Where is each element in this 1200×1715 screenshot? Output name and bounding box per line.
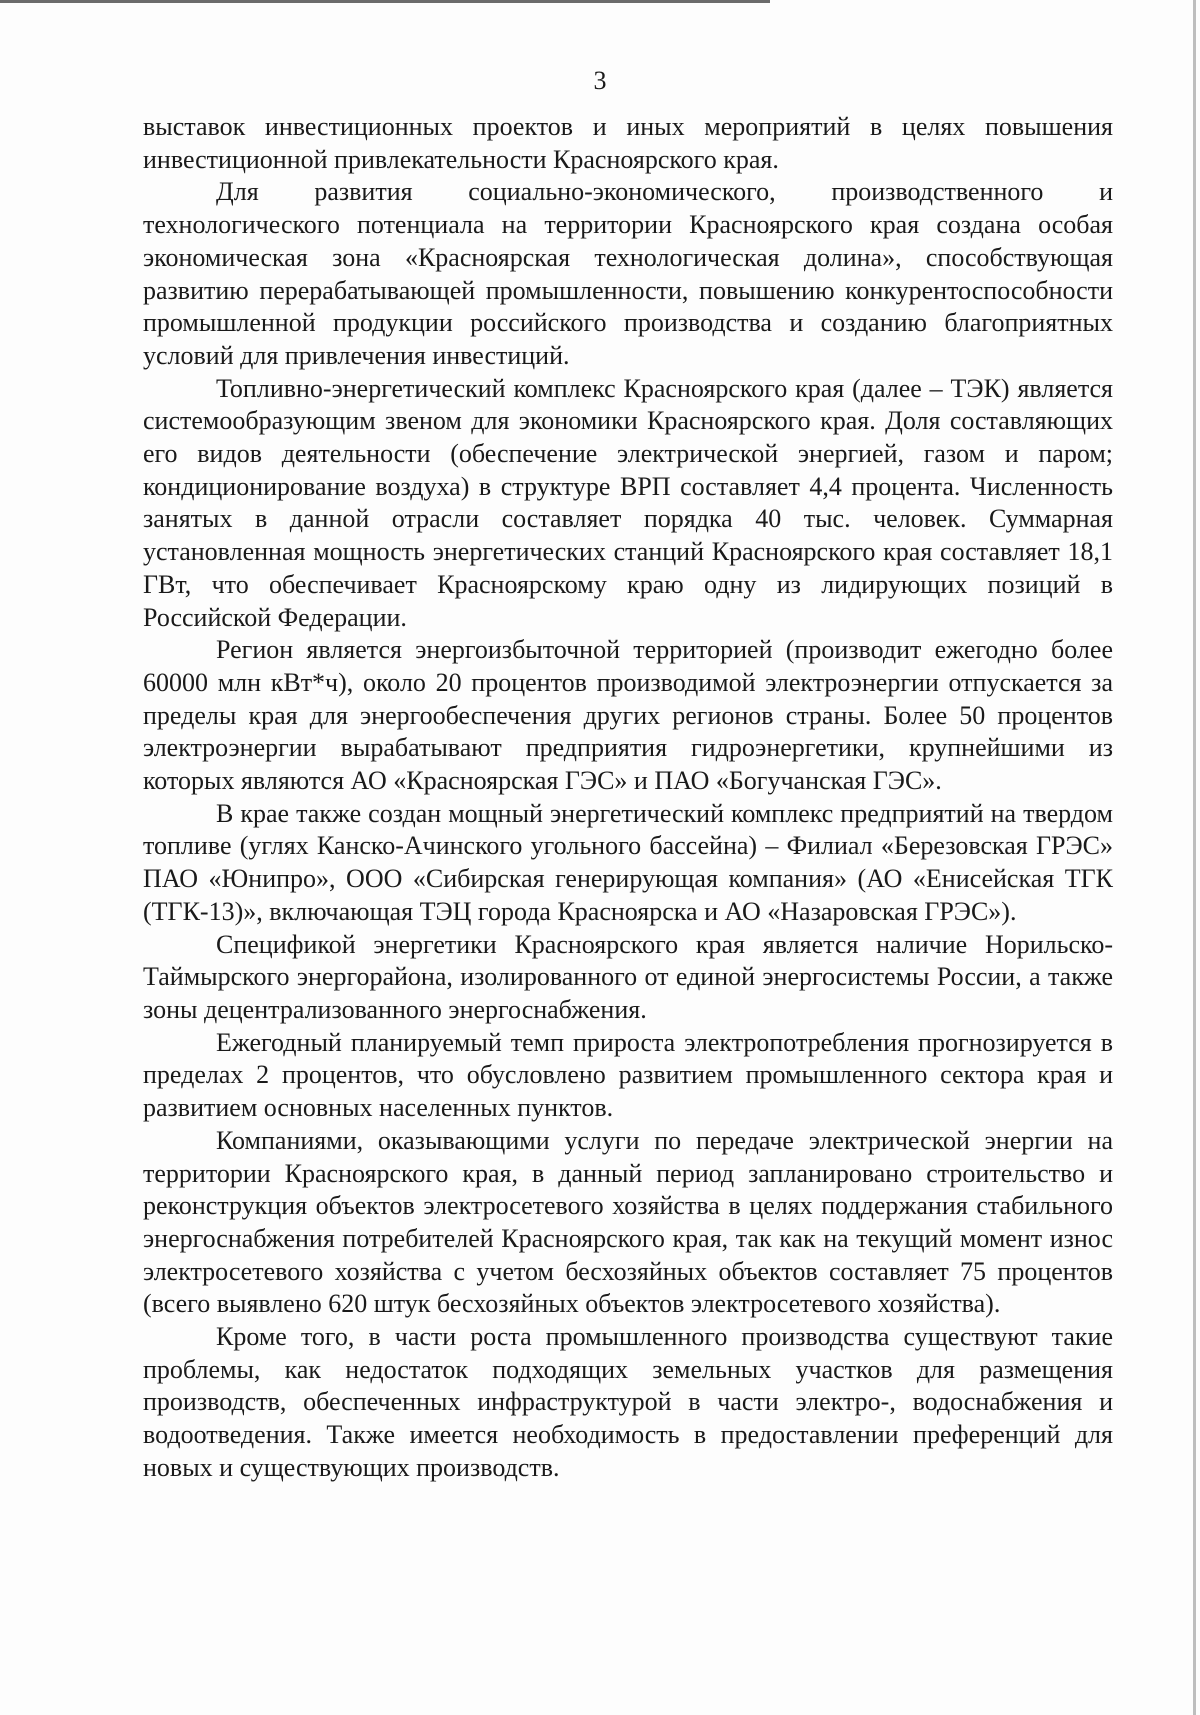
paragraph-industrial-problems: Кроме того, в части роста промышленного производства существуют такие проблемы, как недостаток подходящих земельных участков для размещения производств, обеспеченных инфраструктурой в части электро-, водоснабжения и водоотведения. Также имеется необходимость в предоставлении преференций для новых и существующих производств.	[143, 1322, 1113, 1482]
scan-top-edge	[0, 0, 770, 3]
page-number: 3	[593, 66, 607, 95]
paragraph-grid-construction: Компаниями, оказывающими услуги по передаче электрической энергии на территории Красноярского края, в данный период запланировано строительство и реконструкция объектов электросетевого хозяйства в целях поддержания стабильного энергоснабжения потребителей Красноярского края, так как на текущий момент износ электросетевого хозяйства с учетом бесхозяйных объектов составляет 75 процентов (всего выявлено 620 штук бесхозяйных объектов электросетевого хозяйства).	[143, 1125, 1113, 1319]
paragraph-continuation: выставок инвестиционных проектов и иных мероприятий в целях повышения инвестиционной привлекательности Красноярского края.	[143, 112, 1113, 174]
paragraph-solid-fuel-complex: В крае также создан мощный энергетический комплекс предприятий на твердом топливе (углях Канско-Ачинского угольного бассейна) – Филиал «Березовская ГРЭС» ПАО «Юнипро», ООО «Сибирская генерирующая компания» (АО «Енисейская ТГК (ТГК-13)», включающая ТЭЦ города Красноярска и АО «Назаровская ГРЭС»).	[143, 798, 1113, 926]
paragraph-consumption-growth: Ежегодный планируемый темп прироста электропотребления прогнозируется в пределах 2 процентов, что обусловлено развитием промышленного сектора края и развитием основных населенных пунктов.	[143, 1027, 1113, 1123]
paragraph-fuel-energy-complex: Топливно-энергетический комплекс Красноярского края (далее – ТЭК) является системообразующим звеном для экономики Красноярского края. Доля составляющих его видов деятельности (обеспечение электрической энергией, газом и паром; кондиционирование воздуха) в структуре ВРП составляет 4,4 процента. Численность занятых в данной отрасли составляет порядка 40 тыс. человек. Суммарная установленная мощность энергетических станций Красноярского края составляет 18,1 ГВт, что обеспечивает Красноярскому краю одну из лидирующих позиций в Российской Федерации.	[143, 373, 1113, 632]
scan-right-edge	[1193, 0, 1196, 1715]
paragraph-special-economic-zone: Для развития социально-экономического, производственного и технологического потенциала на территории Красноярского края создана особая экономическая зона «Красноярская технологическая долина», способствующая развитию перерабатывающей промышленности, повышению конкурентоспособности промышленной продукции российского производства и созданию благоприятных условий для привлечения инвестиций.	[143, 177, 1113, 370]
paragraph-energy-specifics: Спецификой энергетики Красноярского края является наличие Норильско-Таймырского энергорайона, изолированного от единой энергосистемы России, а также зоны децентрализованного энергоснабжения.	[143, 929, 1113, 1024]
paragraph-energy-surplus-region: Регион является энергоизбыточной территорией (производит ежегодно более 60000 млн кВт*ч), около 20 процентов производимой электроэнергии отпускается за пределы края для энергообеспечения других регионов страны. Более 50 процентов электроэнергии вырабатывают предприятия гидроэнергетики, крупнейшими из которых являются АО «Красноярская ГЭС» и ПАО «Богучанская ГЭС».	[143, 635, 1113, 796]
document-body	[143, 111, 1113, 1485]
